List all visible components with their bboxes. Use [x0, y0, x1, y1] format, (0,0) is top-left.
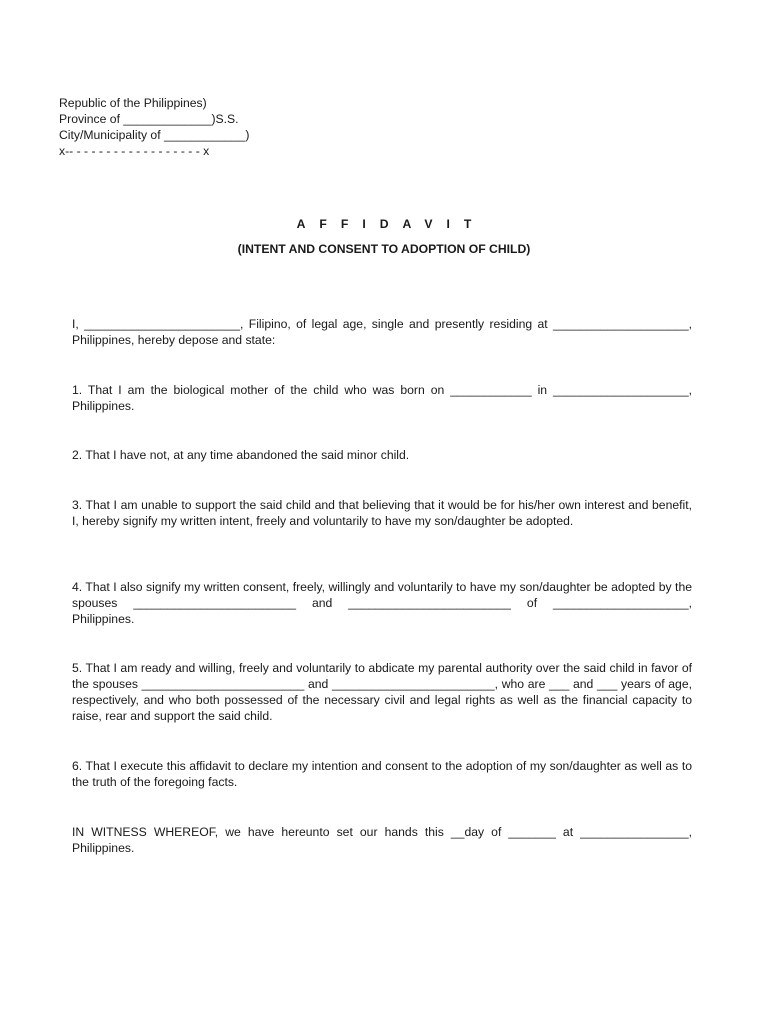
- paragraph-5: 5. That I am ready and willing, freely and voluntarily to abdicate my parental authority over the said child in favor of the spouses ________________________ and ________________________, who are ___ and ___ years of age, respectively, and who both possessed of the necessary civil and legal rights as well as the financial capacity to raise, rear and support the said child.: [72, 661, 692, 723]
- paragraph-6: 6. That I execute this affidavit to declare my intention and consent to the adoption of my son/daughter as well as to the truth of the foregoing facts.: [72, 759, 692, 789]
- caption-separator: x-- - - - - - - - - - - - - - - - - - x: [59, 144, 210, 158]
- document-title: AFFIDAVIT: [296, 217, 486, 231]
- caption-city: City/Municipality of ____________): [59, 128, 250, 142]
- paragraph-3: 3. That I am unable to support the said child and that believing that it would be for his/her own interest and benefit, I, hereby signify my written intent, freely and voluntarily to have my son/daughter be adopted.: [72, 498, 692, 528]
- intro-paragraph: I, _______________________, Filipino, of legal age, single and presently residing at ____________________, Philippines, hereby depose and state:: [72, 317, 692, 347]
- caption-republic: Republic of the Philippines): [59, 96, 207, 110]
- paragraph-1: 1. That I am the biological mother of the child who was born on ____________ in ____________________, Philippines.: [72, 383, 692, 413]
- witness-paragraph: IN WITNESS WHEREOF, we have hereunto set our hands this __day of _______ at ________________, Philippines.: [72, 825, 692, 855]
- paragraph-4: 4. That I also signify my written consent, freely, willingly and voluntarily to have my son/daughter be adopted by the spouses ________________________ and ________________________ of ____________________, Philippines.: [72, 580, 692, 626]
- document-subtitle: (INTENT AND CONSENT TO ADOPTION OF CHILD): [237, 242, 531, 256]
- venue-caption: [59, 95, 249, 159]
- paragraph-2: 2. That I have not, at any time abandoned the said minor child.: [72, 448, 410, 462]
- caption-province: Province of _____________)S.S.: [59, 112, 239, 126]
